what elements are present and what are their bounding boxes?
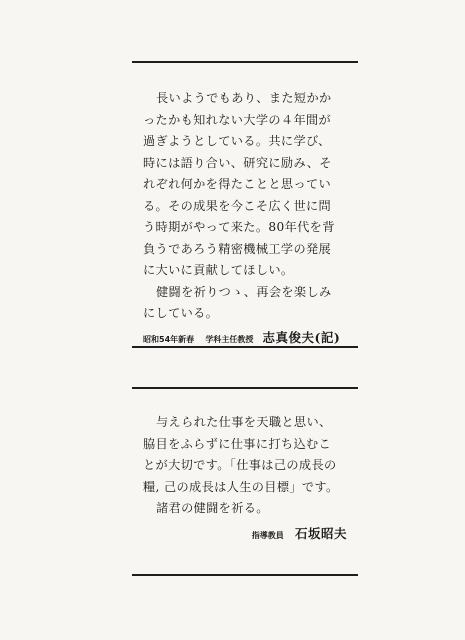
message-block-department-head: [143, 88, 349, 348]
message-line: 長いようでもあり、また短かか: [156, 91, 332, 105]
message-line: れぞれ何かを得たことと思ってい: [143, 177, 332, 191]
signature-date: 昭和54年新春: [143, 334, 195, 344]
message-line: とが大切です。｢仕事は己の成長の: [143, 458, 337, 472]
message-line: 健闘を祈りつゝ、再会を楽しみ: [156, 284, 332, 299]
signature-advisor: [143, 524, 349, 544]
message-line: に大いに貢献してほしい。: [143, 263, 294, 277]
signature-department-head: [143, 328, 349, 348]
signature-name: 石坂昭夫: [294, 525, 347, 541]
signature-title: 指導教員: [251, 530, 284, 540]
section-divider-rule: [132, 346, 358, 348]
message-block-advisor: [143, 412, 349, 544]
message-line: う時期がやって来た。80年代を背: [143, 220, 335, 234]
message-line: ったかも知れない大学の４年間が: [143, 112, 332, 127]
message-line: 脇目をふらずに仕事に打ち込むこ: [143, 436, 332, 451]
message-line: 諸君の健闘を祈る。: [156, 501, 269, 515]
message-line: 与えられた仕事を天職と思い、: [156, 415, 332, 429]
bottom-rule: [132, 574, 358, 576]
message-line: 過ぎようとしている。共に学び、: [143, 134, 331, 148]
message-line: 時には語り合い、研究に励み、そ: [143, 155, 332, 170]
top-rule: [132, 61, 358, 63]
signature-title: 学科主任教授: [205, 334, 254, 344]
section-divider-rule: [132, 387, 358, 389]
message-line: 負うであろう精密機械工学の発展: [143, 241, 332, 256]
message-line: にしている。: [143, 306, 219, 320]
message-line: 糧, 己の成長は人生の目標」です。: [143, 479, 339, 494]
message-line: る。その成果を今こそ広く世に問: [143, 198, 332, 213]
signature-name: 志真俊夫(記): [262, 329, 341, 345]
